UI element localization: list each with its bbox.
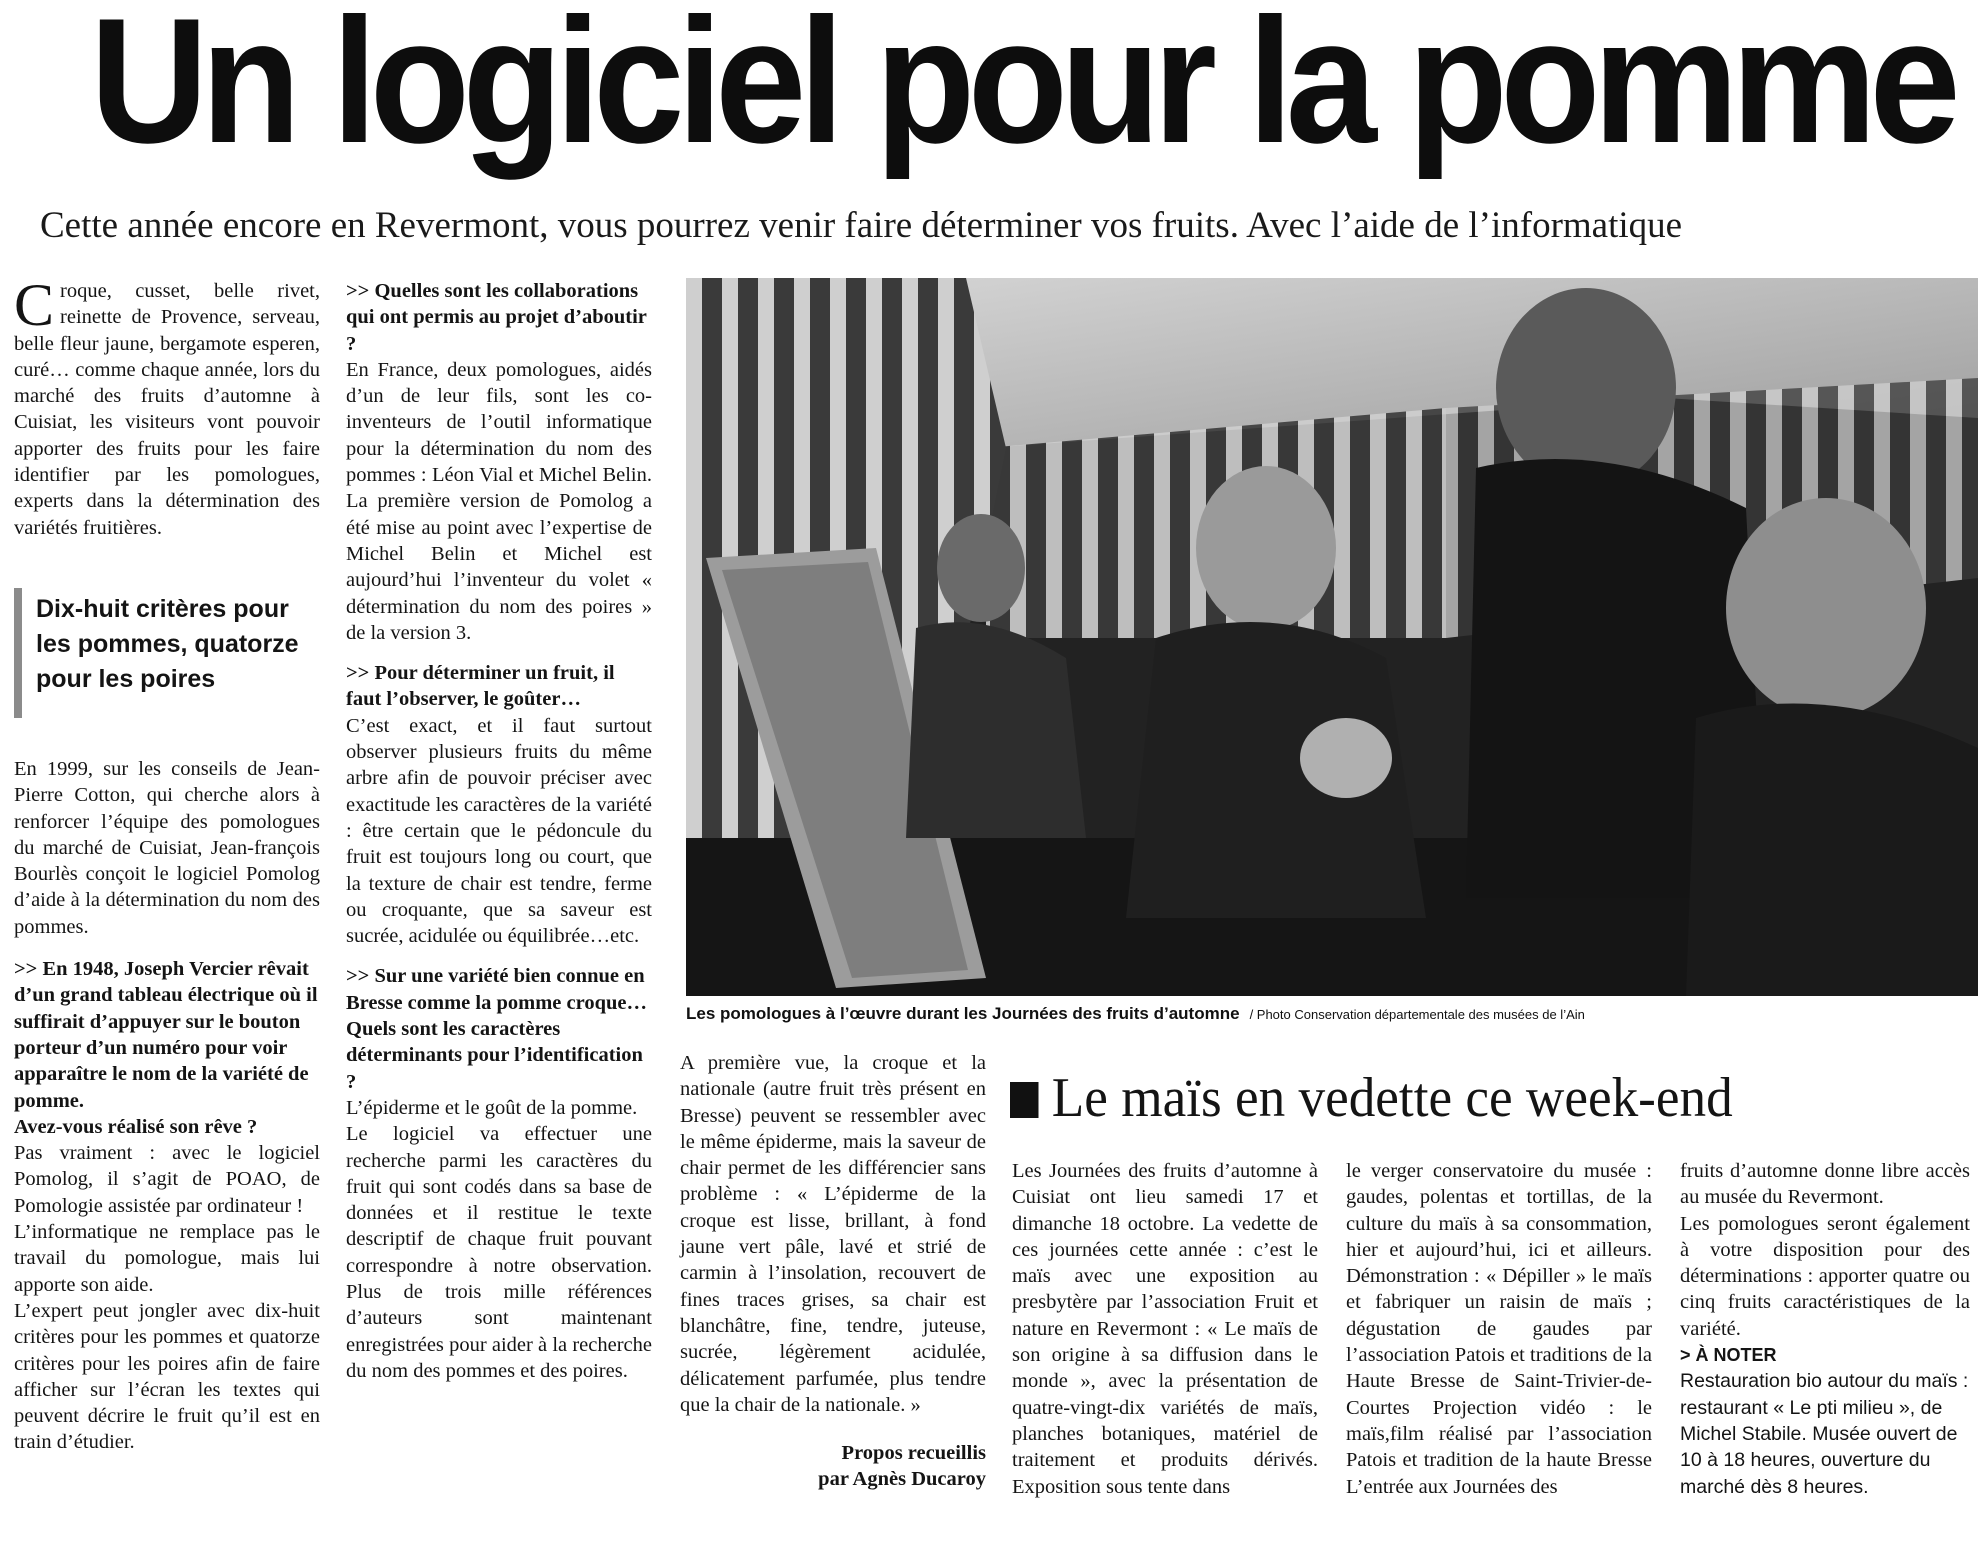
- interview-answer: Pas vraiment : avec le logiciel Pomolog, il s’agit de POAO, de Pomologie assistée par ordinateur !: [14, 1142, 320, 1217]
- interview-answer: En France, deux pomologues, aidés d’un de leur fils, sont les co-inventeurs de l’outil informatique pour la détermination du nom des pommes : Léon Vial et Michel Belin. La première version de Pomolog a été mise au point avec l’expertise de Michel Belin et Michel est aujourd’hui l’inventeur du volet « détermination du nom des poires » de la version 3.: [346, 358, 652, 644]
- pull-quote-box: [14, 588, 322, 718]
- article-column-1: [14, 272, 320, 541]
- paragraph: Les pomologues seront également à votre disposition pour des déterminations : apporter quatre ou cinq fruits caractéristiques de la variété.: [1680, 1212, 1970, 1340]
- photo-caption: [686, 1004, 1978, 1024]
- byline: [680, 1440, 986, 1492]
- interview-question: Avez-vous réalisé son rêve ?: [14, 1115, 258, 1138]
- interview-answer: L’informatique ne remplace pas le travail du pomologue, mais lui apporte son aide.: [14, 1221, 320, 1296]
- subheadline: Cette année encore en Revermont, vous pourrez venir faire déterminer vos fruits. Avec l’aide de l’informatique: [40, 205, 1683, 246]
- paragraph: A première vue, la croque et la nationale (autre fruit très présent en Bresse) peuvent se ressembler avec le même épiderme, mais la saveur de chair permet de les différencier sans problème : « L’épiderme de la croque est lisse, brillant, à fond jaune vert pâle, lavé et strié de carmin à l’insolation, recouvert de fines traces grises, sa chair est blanchâtre, fine, tendre, juteuse, sucrée, légèrement acidulée, délicatement parfumée, plus tendre que la chair de la nationale. »: [680, 1052, 986, 1416]
- paragraph: En 1999, sur les conseils de Jean-Pierre Cotton, qui cherche alors à renforcer l’équipe des pomologues du marché de Cuisiat, Jean-françois Bourlès conçoit le logiciel Pomolog d’aide à la détermination du nom des pommes.: [14, 758, 320, 938]
- article-column-2: [346, 278, 652, 1384]
- interview-question: >> Pour déterminer un fruit, il faut l’observer, le goûter…: [346, 662, 615, 711]
- interview-answer: Le logiciel va effectuer une recherche parmi les caractères du fruit qui sont codés dans sa base de données et il restitue le texte descriptif de chaque fruit pouvant correspondre à notre observation. Plus de trois mille références d’auteurs sont maintenant enregistrées pour aider à la recherche du nom des pommes et des poires.: [346, 1123, 652, 1382]
- interview-answer: C’est exact, et il faut surtout observer plusieurs fruits du même arbre afin de pouvoir préciser avec exactitude les caractères de la variété : être certain que le pédoncule du fruit est toujours long ou court, que la texture de chair est tendre, ferme ou croquante, que sa saveur est sucrée, acidulée ou équilibrée…etc.: [346, 714, 652, 948]
- article-column-3: [680, 1050, 986, 1492]
- interview-question: >> Sur une variété bien connue en Bresse comme la pomme croque… Quels sont les caractères déterminants pour l’identification ?: [346, 965, 647, 1093]
- photo-illustration: [686, 278, 1978, 996]
- paragraph: Les Journées des fruits d’automne à Cuisiat ont lieu samedi 17 et dimanche 18 octobre. La vedette de ces journées cette année : c’est le maïs avec une exposition au presbytère par l’association Fruit et nature en Revermont : « Le maïs de son origine à sa diffusion dans le monde », avec la présentation de quatre-vingt-dix variétés de maïs, planches botaniques, matériel de traitement et produits dérivés. Exposition sous tente dans: [1012, 1160, 1318, 1498]
- article-column-1b: [14, 756, 320, 1456]
- article-column-6: [1680, 1158, 1970, 1500]
- article-column-4: [1012, 1158, 1318, 1500]
- interview-answer: L’épiderme et le goût de la pomme.: [346, 1096, 638, 1119]
- news-photo: [686, 278, 1978, 996]
- article-column-5: [1346, 1158, 1652, 1500]
- section-title-text: Le maïs en vedette ce week-end: [1051, 1067, 1733, 1129]
- byline-line-2: par Agnès Ducaroy: [818, 1468, 986, 1491]
- lead-paragraph: roque, cusset, belle rivet, reinette de Provence, serveau, belle fleur jaune, bergamote esperen, curé… comme chaque année, lors du marché des fruits d’automne à Cuisiat, les visiteurs vont pouvoir apporter des fruits pour les faire identifier par les pomologues, experts dans la détermination des variétés fruitières.: [14, 280, 320, 539]
- pull-quote-title: Dix-huit critères pour les pommes, quatorze pour les poires: [36, 595, 299, 693]
- interview-answer: L’expert peut jongler avec dix-huit critères pour les pommes et quatorze critères pour les poires afin de faire afficher sur l’écran les textes qui peuvent décrire le fruit qu’il est en train d’étudier.: [14, 1299, 320, 1454]
- caption-text: Les pomologues à l’œuvre durant les Journées des fruits d’automne: [686, 1004, 1240, 1023]
- note-heading: > À NOTER: [1680, 1345, 1777, 1366]
- interview-question: >> Quelles sont les collaborations qui ont permis au projet d’aboutir ?: [346, 280, 647, 355]
- byline-line-1: Propos recueillis: [841, 1442, 986, 1465]
- black-square-icon: [1010, 1082, 1039, 1118]
- headline: Un logiciel pour la pomme: [90, 0, 1954, 180]
- interview-question: >> En 1948, Joseph Vercier rêvait d’un grand tableau électrique où il suffirait d’appuyer sur le bouton porteur d’un numéro pour voir apparaître le nom de la variété de pomme.: [14, 958, 318, 1112]
- photo-credit: / Photo Conservation départementale des musées de l’Ain: [1249, 1007, 1585, 1022]
- section-title: [1010, 1066, 1922, 1130]
- paragraph: fruits d’automne donne libre accès au musée du Revermont.: [1680, 1160, 1970, 1209]
- dropcap: C: [14, 272, 55, 338]
- note-text: Restauration bio autour du maïs : restaurant « Le pti milieu », de Michel Stabile. Musée ouvert de 10 à 18 heures, ouverture du marché dès 8 heures.: [1680, 1370, 1969, 1498]
- paragraph: le verger conservatoire du musée : gaudes, polentas et tortillas, de la culture du maïs à sa consommation, hier et aujourd’hui, ici et ailleurs. Démonstration : « Dépiller » le maïs et fabriquer un raisin de maïs ; dégustation de gaudes par l’association Patois et traditions de la Haute Bresse de Saint-Trivier-de-Courtes Projection vidéo : le maïs,film réalisé par l’association Patois et tradition de la haute Bresse L’entrée aux Journées des: [1346, 1160, 1652, 1498]
